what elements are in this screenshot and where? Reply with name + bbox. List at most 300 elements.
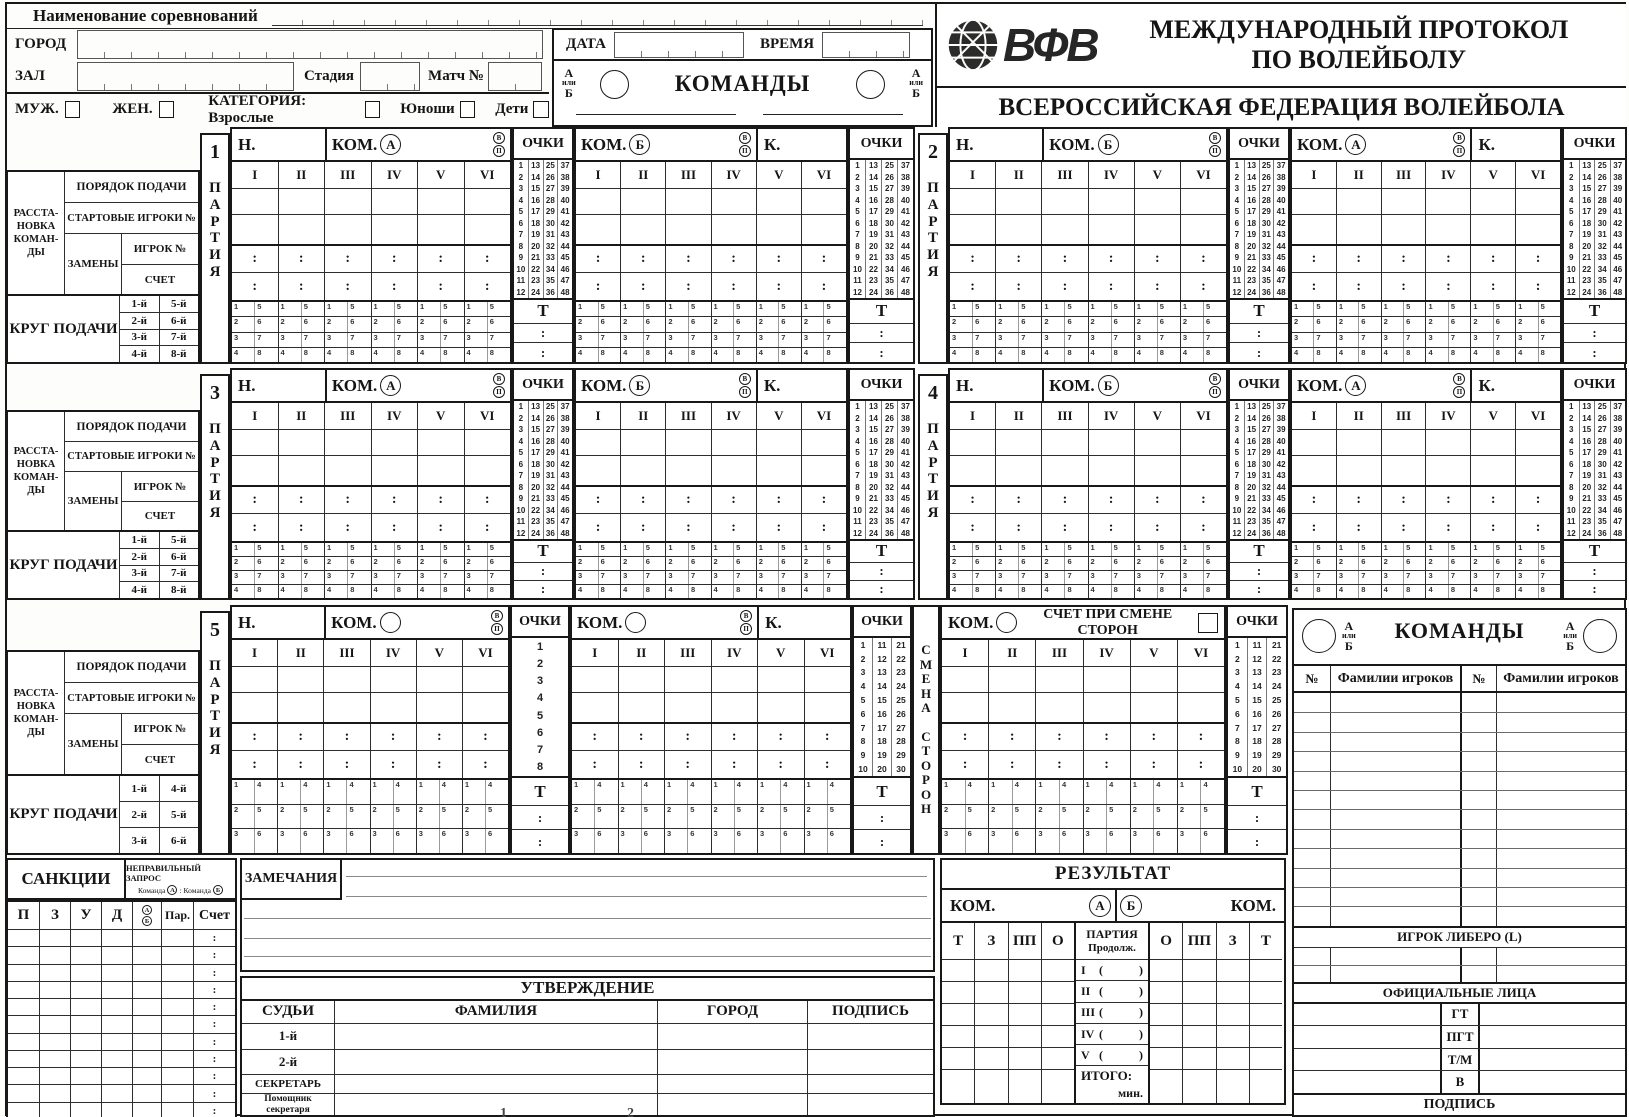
point-number[interactable]: 30 bbox=[885, 218, 894, 228]
fill-cell[interactable] bbox=[371, 430, 418, 455]
serve-half-cell[interactable] bbox=[278, 829, 300, 853]
player-name-cell[interactable] bbox=[1496, 907, 1625, 925]
point-number[interactable]: 29 bbox=[896, 750, 906, 761]
point-number[interactable]: 5 bbox=[536, 709, 544, 722]
point-number[interactable]: 20 bbox=[1582, 482, 1592, 492]
serve-half-cell[interactable] bbox=[232, 302, 254, 316]
serve-half-cell[interactable] bbox=[232, 805, 254, 829]
sanction-score-cell[interactable]: : bbox=[193, 982, 235, 998]
fill-cell[interactable] bbox=[232, 693, 277, 722]
serve-half-cell[interactable] bbox=[1292, 348, 1313, 362]
point-number[interactable]: 24 bbox=[1271, 681, 1282, 692]
score-cell[interactable]: : bbox=[1425, 246, 1470, 272]
serve-half-cell[interactable] bbox=[1471, 571, 1492, 584]
fill-cell[interactable] bbox=[370, 667, 416, 692]
approval-sign-cell[interactable] bbox=[807, 1094, 933, 1115]
point-number[interactable]: 5 bbox=[1569, 448, 1574, 458]
serve-half-cell[interactable] bbox=[1042, 571, 1064, 584]
point-number[interactable]: 6 bbox=[1234, 708, 1240, 719]
sanction-cell[interactable] bbox=[8, 965, 39, 981]
result-cell[interactable] bbox=[1008, 1070, 1041, 1103]
score-cell[interactable]: : bbox=[618, 751, 665, 778]
point-number[interactable]: 21 bbox=[531, 494, 541, 504]
serve-half-cell[interactable] bbox=[1403, 585, 1425, 598]
player-no-cell[interactable] bbox=[1294, 772, 1330, 790]
fill-cell[interactable] bbox=[416, 693, 462, 722]
point-number[interactable]: 20 bbox=[1247, 241, 1257, 251]
point-number[interactable]: 32 bbox=[545, 241, 555, 251]
point-number[interactable]: 23 bbox=[1247, 276, 1257, 286]
point-number[interactable]: 25 bbox=[1261, 402, 1271, 412]
serve-half-cell[interactable] bbox=[950, 302, 972, 316]
serve-half-cell[interactable] bbox=[1337, 543, 1358, 556]
serve-half-cell[interactable] bbox=[572, 805, 594, 829]
point-number[interactable]: 32 bbox=[1597, 241, 1607, 251]
fill-cell[interactable] bbox=[995, 456, 1041, 485]
player-no-cell[interactable] bbox=[1460, 888, 1496, 906]
serve-half-cell[interactable] bbox=[950, 557, 972, 570]
sanction-cell[interactable] bbox=[161, 1103, 193, 1117]
serve-half-cell[interactable] bbox=[733, 317, 756, 331]
serve-half-cell[interactable] bbox=[996, 302, 1018, 316]
result-team-a-circle[interactable]: А bbox=[1089, 895, 1111, 917]
fill-cell[interactable] bbox=[1035, 693, 1082, 722]
point-number[interactable]: 39 bbox=[1613, 184, 1623, 194]
point-number[interactable]: 21 bbox=[869, 253, 878, 263]
fill-cell[interactable] bbox=[1425, 430, 1470, 455]
point-number[interactable]: 34 bbox=[545, 505, 555, 515]
fill-cell[interactable] bbox=[620, 215, 665, 244]
point-number[interactable]: 28 bbox=[1261, 436, 1271, 446]
point-number[interactable]: 27 bbox=[885, 425, 894, 435]
point-number[interactable]: 24 bbox=[531, 287, 541, 297]
score-cell[interactable]: : bbox=[464, 246, 511, 272]
point-number[interactable]: 7 bbox=[855, 471, 860, 481]
point-number[interactable]: 22 bbox=[1582, 505, 1592, 515]
point-number[interactable]: 44 bbox=[560, 482, 570, 492]
serve-half-cell[interactable] bbox=[778, 585, 801, 598]
serve-half-cell[interactable] bbox=[301, 317, 324, 331]
point-number[interactable]: 14 bbox=[869, 413, 878, 423]
player-no-cell[interactable] bbox=[1294, 752, 1330, 770]
point-number[interactable]: 4 bbox=[860, 681, 866, 692]
point-number[interactable]: 4 bbox=[1234, 681, 1240, 692]
score-cell[interactable]: : bbox=[252, 278, 258, 294]
point-number[interactable]: 47 bbox=[560, 276, 570, 286]
point-number[interactable]: 29 bbox=[545, 207, 555, 217]
score-cell[interactable]: : bbox=[711, 246, 756, 272]
serve-half-cell[interactable] bbox=[1018, 557, 1041, 570]
point-number[interactable]: 4 bbox=[1569, 436, 1574, 446]
point-number[interactable]: 30 bbox=[896, 764, 906, 775]
serve-half-cell[interactable] bbox=[278, 780, 300, 804]
serve-half-cell[interactable] bbox=[1403, 333, 1425, 347]
sanction-cell[interactable] bbox=[161, 1016, 193, 1032]
fill-cell[interactable] bbox=[711, 693, 758, 722]
fill-cell[interactable] bbox=[1088, 189, 1134, 214]
serve-half-cell[interactable] bbox=[1042, 348, 1064, 362]
score-cell[interactable]: : bbox=[323, 724, 369, 750]
fill-cell[interactable] bbox=[1425, 215, 1470, 244]
result-cell[interactable] bbox=[1008, 982, 1041, 1003]
serve-half-cell[interactable] bbox=[418, 557, 440, 570]
point-number[interactable]: 17 bbox=[869, 207, 878, 217]
point-number[interactable]: 38 bbox=[1613, 413, 1623, 423]
serve-half-cell[interactable] bbox=[301, 333, 324, 347]
serve-half-cell[interactable] bbox=[279, 302, 301, 316]
serve-half-cell[interactable] bbox=[278, 805, 300, 829]
point-number[interactable]: 18 bbox=[531, 459, 541, 469]
score-cell[interactable]: : bbox=[1130, 724, 1177, 750]
player-name-cell[interactable] bbox=[1330, 849, 1460, 867]
serve-half-cell[interactable] bbox=[621, 571, 643, 584]
team-letter-circle[interactable] bbox=[625, 612, 646, 633]
point-number[interactable]: 24 bbox=[896, 681, 906, 692]
fill-cell[interactable] bbox=[417, 456, 464, 485]
serve-half-cell[interactable] bbox=[594, 805, 617, 829]
fill-cell[interactable] bbox=[370, 693, 416, 722]
approval-sign-cell[interactable] bbox=[807, 1075, 933, 1093]
point-number[interactable]: 8 bbox=[1569, 482, 1574, 492]
party-duration-row[interactable] bbox=[1076, 1023, 1148, 1044]
serve-half-cell[interactable] bbox=[300, 805, 323, 829]
sanction-cell[interactable] bbox=[39, 1051, 70, 1067]
point-number[interactable]: 20 bbox=[531, 241, 541, 251]
point-number[interactable]: 5 bbox=[1234, 448, 1240, 458]
serve-half-cell[interactable] bbox=[712, 829, 734, 853]
official-right-cell[interactable] bbox=[1480, 1004, 1625, 1026]
point-number[interactable]: 11 bbox=[853, 276, 862, 286]
serve-half-cell[interactable] bbox=[621, 543, 643, 556]
point-number[interactable]: 21 bbox=[1247, 253, 1257, 263]
fill-cell[interactable] bbox=[371, 189, 418, 214]
score-cell[interactable]: : bbox=[416, 724, 462, 750]
player-name-cell[interactable] bbox=[1496, 713, 1625, 731]
serve-half-cell[interactable] bbox=[1203, 543, 1226, 556]
serve-half-cell[interactable] bbox=[1178, 805, 1201, 829]
point-number[interactable]: 23 bbox=[1582, 517, 1592, 527]
point-number[interactable]: 40 bbox=[1613, 195, 1623, 205]
libero-name-cell[interactable] bbox=[1496, 966, 1625, 982]
serve-half-cell[interactable] bbox=[712, 805, 734, 829]
point-number[interactable]: 25 bbox=[545, 161, 555, 171]
player-no-cell[interactable] bbox=[1460, 791, 1496, 809]
point-number[interactable]: 11 bbox=[1232, 517, 1242, 527]
point-number[interactable]: 11 bbox=[853, 517, 862, 527]
serve-half-cell[interactable] bbox=[417, 805, 439, 829]
team-letter-circle[interactable]: Б bbox=[1098, 375, 1119, 396]
serve-half-cell[interactable] bbox=[371, 780, 393, 804]
official-left-cell[interactable] bbox=[1294, 1026, 1440, 1048]
serve-half-cell[interactable] bbox=[666, 557, 688, 570]
point-number[interactable]: 45 bbox=[1613, 494, 1623, 504]
sanction-cell[interactable] bbox=[39, 947, 70, 963]
serve-half-cell[interactable] bbox=[688, 571, 711, 584]
point-number[interactable]: 14 bbox=[531, 413, 541, 423]
point-number[interactable]: 30 bbox=[545, 459, 555, 469]
serve-half-cell[interactable] bbox=[827, 829, 850, 853]
serve-half-cell[interactable] bbox=[1059, 805, 1083, 829]
point-number[interactable]: 19 bbox=[1582, 471, 1592, 481]
point-number[interactable]: 7 bbox=[518, 230, 524, 240]
serve-half-cell[interactable] bbox=[1292, 317, 1313, 331]
point-number[interactable]: 7 bbox=[1234, 722, 1240, 733]
point-number[interactable]: 27 bbox=[545, 184, 555, 194]
result-cell[interactable] bbox=[1216, 1048, 1249, 1069]
team-letter-circle[interactable]: А bbox=[380, 375, 401, 396]
point-number[interactable]: 26 bbox=[1597, 172, 1607, 182]
point-number[interactable]: 20 bbox=[877, 764, 887, 775]
fill-cell[interactable] bbox=[464, 456, 511, 485]
serve-half-cell[interactable] bbox=[1337, 302, 1358, 316]
serve-half-cell[interactable] bbox=[1493, 557, 1515, 570]
point-number[interactable]: 38 bbox=[901, 413, 910, 423]
score-cell[interactable]: : bbox=[1083, 724, 1130, 750]
serve-half-cell[interactable] bbox=[1538, 348, 1560, 362]
point-number[interactable]: 31 bbox=[545, 230, 555, 240]
serve-half-cell[interactable] bbox=[1313, 557, 1335, 570]
fill-cell[interactable] bbox=[1041, 189, 1087, 214]
fill-cell[interactable] bbox=[1130, 693, 1177, 722]
player-name-cell[interactable] bbox=[1330, 772, 1460, 790]
point-number[interactable]: 23 bbox=[531, 517, 541, 527]
point-number[interactable]: 42 bbox=[901, 459, 910, 469]
point-number[interactable]: 48 bbox=[1276, 287, 1286, 297]
point-number[interactable]: 38 bbox=[901, 172, 910, 182]
serve-half-cell[interactable] bbox=[1157, 557, 1180, 570]
serve-half-cell[interactable] bbox=[733, 557, 756, 570]
point-number[interactable]: 11 bbox=[516, 276, 526, 286]
player-no-cell[interactable] bbox=[1460, 869, 1496, 887]
serve-half-cell[interactable] bbox=[780, 805, 803, 829]
serve-half-cell[interactable] bbox=[576, 571, 598, 584]
serve-half-cell[interactable] bbox=[347, 585, 370, 598]
score-cell[interactable]: : bbox=[618, 724, 665, 750]
score-cell[interactable]: : bbox=[417, 246, 464, 272]
timeout-score-cell[interactable]: : bbox=[514, 562, 572, 580]
point-number[interactable]: 40 bbox=[1276, 195, 1286, 205]
point-number[interactable]: 25 bbox=[1597, 161, 1607, 171]
sanction-cell[interactable] bbox=[8, 999, 39, 1015]
point-number[interactable]: 18 bbox=[869, 459, 878, 469]
sanction-cell[interactable] bbox=[70, 947, 101, 963]
serve-half-cell[interactable] bbox=[487, 302, 510, 316]
serve-half-cell[interactable] bbox=[619, 780, 641, 804]
player-name-cell[interactable] bbox=[1496, 791, 1625, 809]
serve-half-cell[interactable] bbox=[1516, 543, 1537, 556]
serve-half-cell[interactable] bbox=[1426, 317, 1447, 331]
serve-half-cell[interactable] bbox=[643, 348, 666, 362]
point-number[interactable]: 42 bbox=[1276, 459, 1286, 469]
serve-half-cell[interactable] bbox=[758, 829, 780, 853]
serve-half-cell[interactable] bbox=[1358, 302, 1380, 316]
point-number[interactable]: 4 bbox=[1234, 195, 1240, 205]
point-number[interactable]: 17 bbox=[531, 448, 541, 458]
point-number[interactable]: 27 bbox=[545, 425, 555, 435]
serve-half-cell[interactable] bbox=[232, 829, 254, 853]
score-cell[interactable]: : bbox=[595, 278, 601, 294]
point-number[interactable]: 9 bbox=[1234, 494, 1240, 504]
score-cell[interactable]: : bbox=[252, 729, 257, 744]
point-number[interactable]: 2 bbox=[1234, 172, 1240, 182]
result-cell[interactable] bbox=[1041, 1026, 1074, 1047]
point-number[interactable]: 5 bbox=[855, 207, 860, 217]
player-no-cell[interactable] bbox=[1294, 830, 1330, 848]
point-number[interactable]: 7 bbox=[518, 471, 524, 481]
fill-cell[interactable] bbox=[464, 215, 511, 244]
fill-cell[interactable] bbox=[988, 693, 1035, 722]
point-number[interactable]: 13 bbox=[1582, 402, 1592, 412]
point-number[interactable]: 9 bbox=[518, 494, 524, 504]
point-number[interactable]: 12 bbox=[1232, 287, 1242, 297]
point-number[interactable]: 22 bbox=[1271, 653, 1282, 664]
serve-half-cell[interactable] bbox=[643, 543, 666, 556]
point-number[interactable]: 40 bbox=[1613, 436, 1623, 446]
point-number[interactable]: 39 bbox=[560, 425, 570, 435]
serve-half-cell[interactable] bbox=[347, 557, 370, 570]
serve-half-cell[interactable] bbox=[1448, 543, 1470, 556]
point-number[interactable]: 38 bbox=[1613, 172, 1623, 182]
serve-half-cell[interactable] bbox=[440, 333, 463, 347]
point-number[interactable]: 40 bbox=[901, 195, 910, 205]
score-cell[interactable]: : bbox=[756, 514, 801, 541]
point-number[interactable]: 36 bbox=[1261, 528, 1271, 538]
serve-half-cell[interactable] bbox=[1358, 585, 1380, 598]
point-number[interactable]: 16 bbox=[869, 436, 878, 446]
fill-cell[interactable] bbox=[757, 693, 804, 722]
score-cell[interactable]: : bbox=[801, 273, 846, 300]
serve-half-cell[interactable] bbox=[996, 585, 1018, 598]
point-number[interactable]: 7 bbox=[1569, 471, 1574, 481]
sanction-cell[interactable] bbox=[161, 930, 193, 946]
point-number[interactable]: 48 bbox=[560, 528, 570, 538]
point-number[interactable]: 26 bbox=[1597, 413, 1607, 423]
score-cell[interactable]: : bbox=[756, 487, 801, 513]
point-number[interactable]: 39 bbox=[1276, 425, 1286, 435]
sanction-cell[interactable] bbox=[70, 930, 101, 946]
serve-half-cell[interactable] bbox=[950, 585, 972, 598]
serve-half-cell[interactable] bbox=[1064, 302, 1087, 316]
point-number[interactable]: 6 bbox=[1234, 459, 1240, 469]
point-number[interactable]: 15 bbox=[1247, 184, 1257, 194]
serve-half-cell[interactable] bbox=[1292, 585, 1313, 598]
serve-half-cell[interactable] bbox=[757, 317, 779, 331]
point-number[interactable]: 2 bbox=[536, 657, 544, 670]
serve-half-cell[interactable] bbox=[325, 333, 347, 347]
point-number[interactable]: 14 bbox=[1247, 413, 1257, 423]
point-number[interactable]: 6 bbox=[518, 459, 524, 469]
point-number[interactable]: 16 bbox=[1582, 436, 1592, 446]
serve-half-cell[interactable] bbox=[463, 829, 485, 853]
point-number[interactable]: 4 bbox=[1234, 436, 1240, 446]
serve-half-cell[interactable] bbox=[487, 585, 510, 598]
point-number[interactable]: 36 bbox=[885, 287, 894, 297]
serve-half-cell[interactable] bbox=[1111, 317, 1134, 331]
serve-half-cell[interactable] bbox=[950, 543, 972, 556]
player-name-cell[interactable] bbox=[1496, 869, 1625, 887]
serve-half-cell[interactable] bbox=[1135, 333, 1157, 347]
serve-half-cell[interactable] bbox=[371, 829, 393, 853]
serve-half-cell[interactable] bbox=[232, 585, 254, 598]
fill-cell[interactable] bbox=[371, 456, 418, 485]
point-number[interactable]: 8 bbox=[1234, 482, 1240, 492]
serve-half-cell[interactable] bbox=[641, 829, 664, 853]
point-number[interactable]: 28 bbox=[885, 436, 894, 446]
timeout-score-cell[interactable]: : bbox=[512, 829, 568, 853]
point-number[interactable]: 9 bbox=[1569, 253, 1574, 263]
serve-half-cell[interactable] bbox=[254, 780, 277, 804]
sanction-cell[interactable] bbox=[161, 999, 193, 1015]
timeout-score-cell[interactable]: : bbox=[854, 805, 910, 829]
serve-half-cell[interactable] bbox=[279, 571, 301, 584]
fill-cell[interactable] bbox=[995, 215, 1041, 244]
serve-half-cell[interactable] bbox=[1382, 557, 1403, 570]
serve-half-cell[interactable] bbox=[1135, 302, 1157, 316]
fill-cell[interactable] bbox=[323, 667, 369, 692]
serve-half-cell[interactable] bbox=[823, 557, 846, 570]
point-number[interactable]: 25 bbox=[1261, 161, 1271, 171]
fill-cell[interactable] bbox=[620, 189, 665, 214]
serve-half-cell[interactable] bbox=[417, 829, 439, 853]
serve-half-cell[interactable] bbox=[393, 805, 416, 829]
serve-half-cell[interactable] bbox=[778, 557, 801, 570]
fill-cell[interactable] bbox=[1470, 189, 1515, 214]
serve-half-cell[interactable] bbox=[372, 333, 394, 347]
serve-half-cell[interactable] bbox=[372, 585, 394, 598]
serve-half-cell[interactable] bbox=[418, 543, 440, 556]
serve-half-cell[interactable] bbox=[688, 333, 711, 347]
point-number[interactable]: 21 bbox=[869, 494, 878, 504]
serve-half-cell[interactable] bbox=[666, 571, 688, 584]
serve-half-cell[interactable] bbox=[1089, 585, 1111, 598]
approval-city-cell[interactable] bbox=[657, 1050, 807, 1074]
serve-half-cell[interactable] bbox=[1018, 585, 1041, 598]
point-number[interactable]: 30 bbox=[1271, 764, 1282, 775]
serve-half-cell[interactable] bbox=[712, 585, 734, 598]
fill-cell[interactable] bbox=[572, 667, 618, 692]
fill-cell[interactable] bbox=[711, 189, 756, 214]
result-cell[interactable] bbox=[974, 1026, 1007, 1047]
city-field[interactable] bbox=[77, 30, 543, 59]
player-no-cell[interactable] bbox=[1294, 791, 1330, 809]
point-number[interactable]: 41 bbox=[1276, 448, 1286, 458]
score-cell[interactable]: : bbox=[324, 487, 371, 513]
official-right-cell[interactable] bbox=[1480, 1049, 1625, 1071]
point-number[interactable]: 20 bbox=[869, 241, 878, 251]
team-right-circle[interactable] bbox=[856, 70, 885, 99]
serve-half-cell[interactable] bbox=[372, 557, 394, 570]
player-no-cell[interactable] bbox=[1460, 810, 1496, 828]
serve-half-cell[interactable] bbox=[802, 543, 824, 556]
serve-half-cell[interactable] bbox=[1064, 585, 1087, 598]
point-number[interactable]: 19 bbox=[1582, 230, 1592, 240]
point-number[interactable]: 8 bbox=[518, 482, 524, 492]
result-cell[interactable] bbox=[1249, 960, 1282, 981]
sanction-cell[interactable] bbox=[8, 1085, 39, 1101]
libero-name-cell[interactable] bbox=[1496, 948, 1625, 965]
serve-half-cell[interactable] bbox=[346, 780, 369, 804]
serve-half-cell[interactable] bbox=[301, 571, 324, 584]
serve-half-cell[interactable] bbox=[1064, 333, 1087, 347]
serve-half-cell[interactable] bbox=[1448, 571, 1470, 584]
serve-half-cell[interactable] bbox=[1516, 333, 1537, 347]
serve-half-cell[interactable] bbox=[823, 333, 846, 347]
point-number[interactable]: 3 bbox=[1234, 425, 1240, 435]
result-cell[interactable] bbox=[1216, 1026, 1249, 1047]
serve-half-cell[interactable] bbox=[1292, 557, 1313, 570]
fill-cell[interactable] bbox=[417, 189, 464, 214]
result-cell[interactable] bbox=[974, 1004, 1007, 1025]
